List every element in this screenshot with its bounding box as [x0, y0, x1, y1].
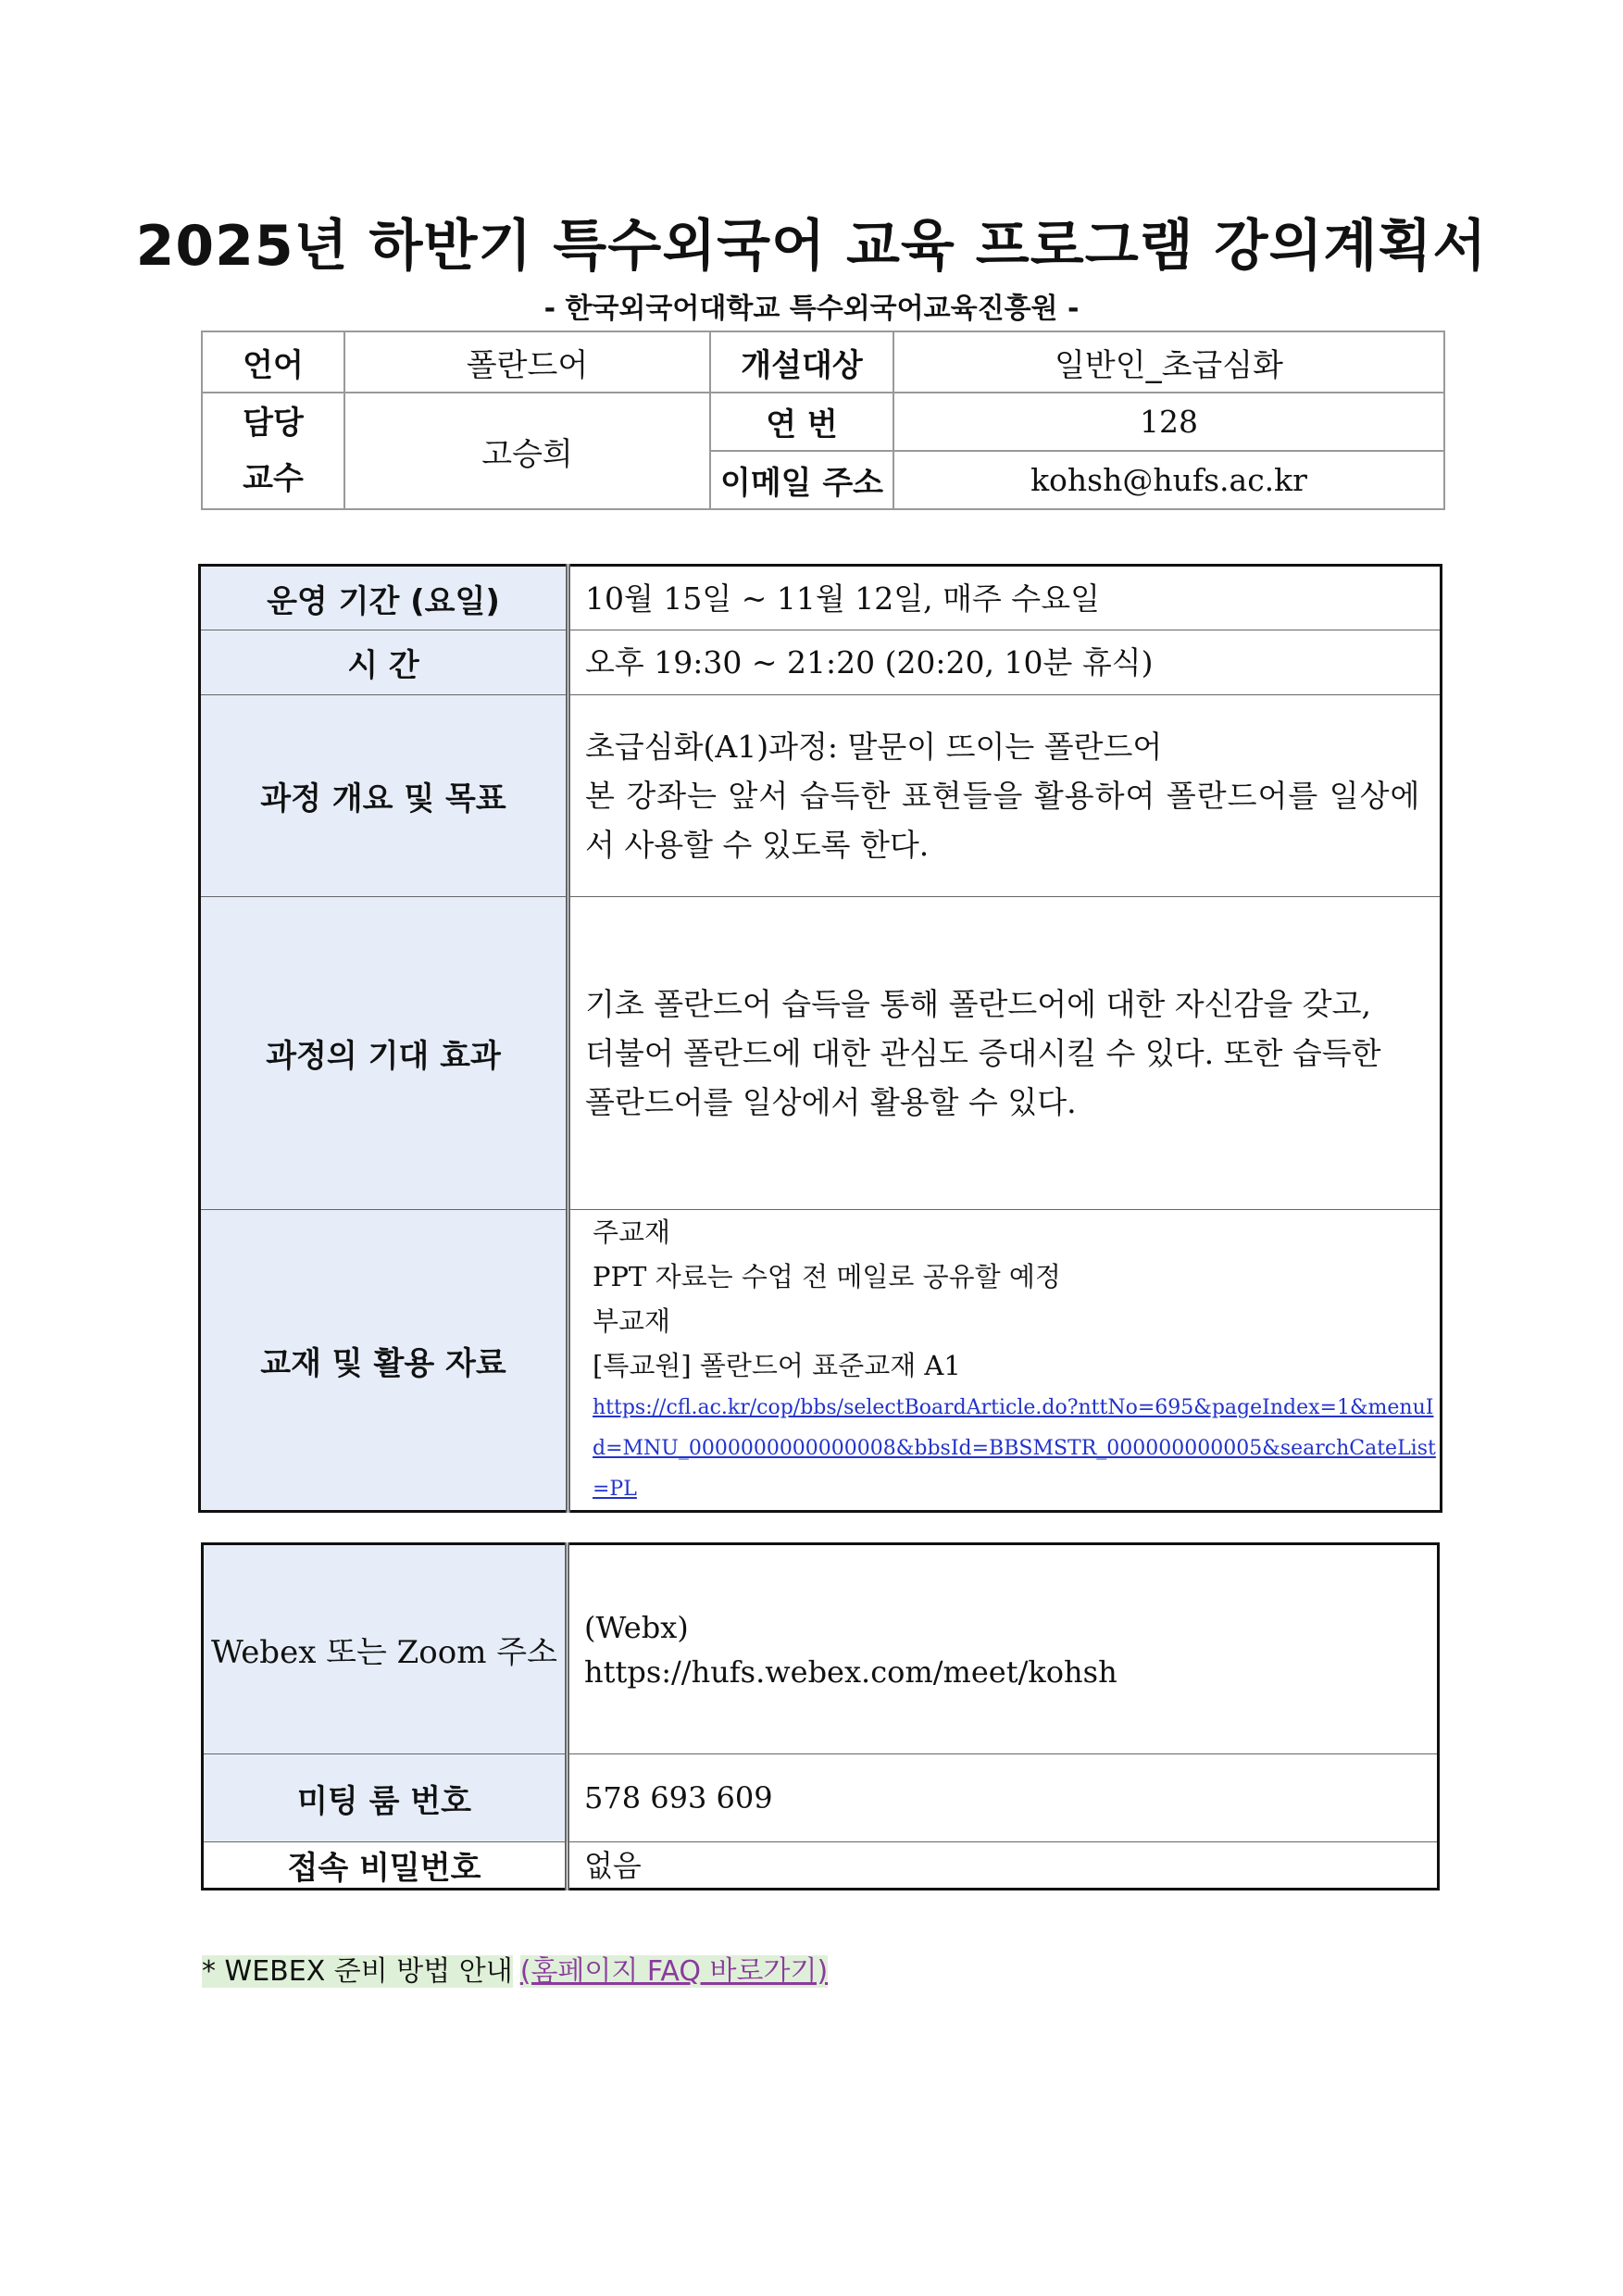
- address-url[interactable]: https://hufs.webex.com/meet/kohsh: [584, 1653, 1117, 1690]
- materials-sub-desc: [특교원] 폴란드어 표준교재 A1: [593, 1350, 961, 1381]
- professor-label: 담당 교수: [202, 393, 344, 509]
- overview-label: 과정 개요 및 목표: [200, 695, 568, 897]
- period-label: 운영 기간 (요일): [200, 566, 568, 630]
- webex-guide-text: * WEBEX 준비 방법 안내: [202, 1955, 513, 1988]
- materials-sub-heading: 부교재: [593, 1305, 671, 1337]
- effect-line: 기초 폴란드어 습득을 통해 폴란드어에 대한 자신감을 갖고,: [585, 986, 1371, 1022]
- password-value: 없음: [568, 1842, 1439, 1890]
- materials-content: [568, 1210, 1442, 1512]
- target-label: 개설대상: [710, 331, 893, 393]
- time-label: 시 간: [200, 630, 568, 695]
- overview-line: 초급심화(A1)과정: 말문이 뜨이는 폴란드어: [585, 729, 1163, 765]
- address-content: [568, 1544, 1439, 1754]
- info-table: [201, 331, 1445, 510]
- online-table: [201, 1542, 1440, 1890]
- webex-guide-note: [202, 1948, 828, 1989]
- email-label: 이메일 주소: [710, 451, 893, 509]
- page-subtitle: - 한국외국어대학교 특수외국어교육진흥원 -: [543, 293, 1080, 325]
- language-value: 폴란드어: [344, 331, 710, 393]
- password-label: 접속 비밀번호: [203, 1842, 568, 1890]
- address-platform: (Webx): [584, 1609, 689, 1645]
- email-value: kohsh@hufs.ac.kr: [893, 451, 1444, 509]
- faq-link[interactable]: (홈페이지 FAQ 바로가기): [519, 1955, 829, 1988]
- time-value: 오후 19:30 ~ 21:20 (20:20, 10분 휴식): [568, 630, 1442, 695]
- overview-content: [568, 695, 1442, 897]
- address-label-text: Webex 또는 Zoom 주소: [211, 1634, 557, 1671]
- effect-label: 과정의 기대 효과: [200, 897, 568, 1210]
- effect-line: 폴란드어를 일상에서 활용할 수 있다.: [585, 1084, 1077, 1120]
- effect-line: 더불어 폴란드에 대한 관심도 증대시킬 수 있다. 또한 습득한: [585, 1035, 1381, 1071]
- serial-value: 128: [893, 393, 1444, 451]
- room-value: 578 693 609: [568, 1754, 1439, 1842]
- page-title: 2025년 하반기 특수외국어 교육 프로그램 강의계획서: [135, 214, 1488, 279]
- materials-main-desc: PPT 자료는 수업 전 메일로 공유할 예정: [593, 1261, 1061, 1292]
- overview-line: 본 강좌는 앞서 습득한 표현들을 활용하여 폴란드어를 일상에: [585, 778, 1421, 814]
- room-label: 미팅 룸 번호: [203, 1754, 568, 1842]
- language-label: 언어: [202, 331, 344, 393]
- target-value: 일반인_초급심화: [893, 331, 1444, 393]
- overview-line: 서 사용할 수 있도록 한다.: [585, 827, 930, 863]
- materials-label: 교재 및 활용 자료: [200, 1210, 568, 1512]
- serial-label: 연 번: [710, 393, 893, 451]
- address-label: [203, 1544, 568, 1754]
- professor-value: 고승희: [344, 393, 710, 509]
- materials-link[interactable]: https://cfl.ac.kr/cop/bbs/selectBoardArticle.do?nttNo=695&pageIndex=1&menuId=MNU_0000000000000008&bbsId=BBSMSTR_000000000005&searchCateList=PL: [593, 1396, 1436, 1501]
- period-value: 10월 15일 ~ 11월 12일, 매주 수요일: [568, 566, 1442, 630]
- effect-content: [568, 897, 1442, 1210]
- course-table: [198, 564, 1442, 1513]
- materials-main-heading: 주교재: [593, 1217, 671, 1248]
